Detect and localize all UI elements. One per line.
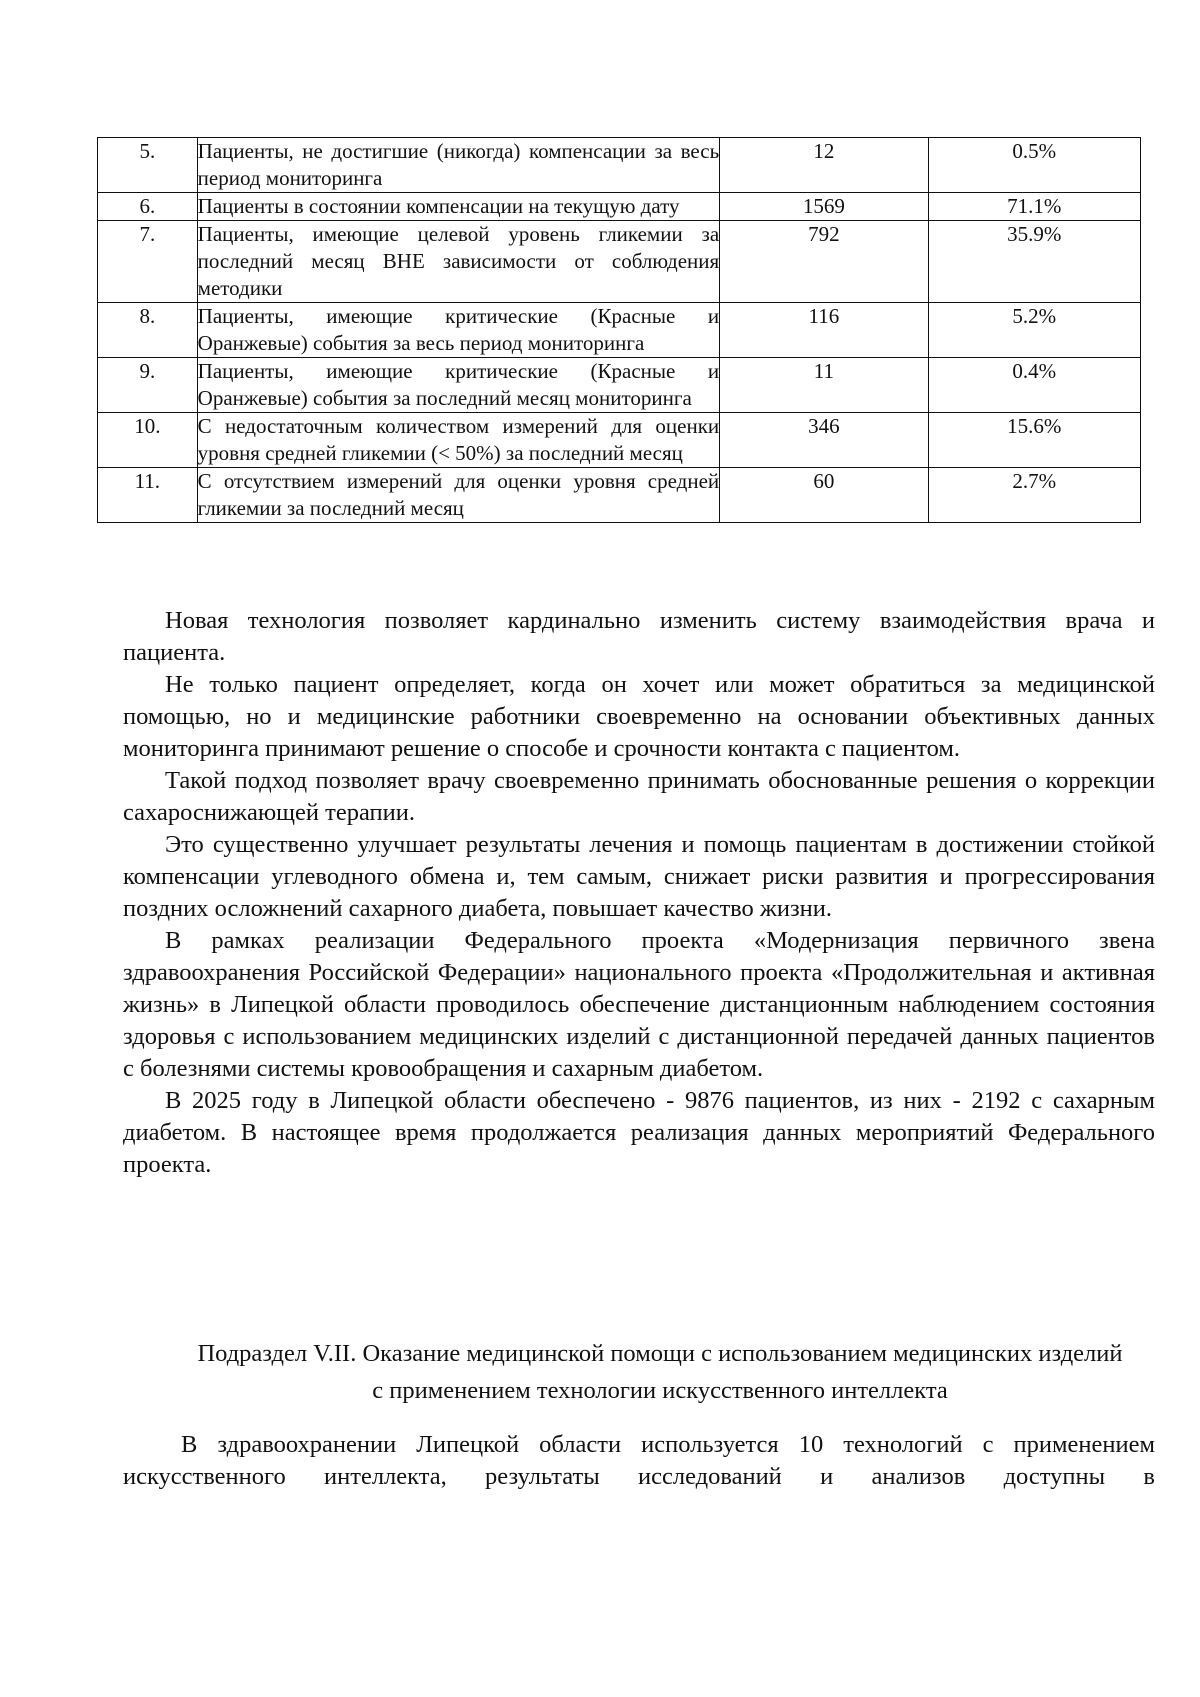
row-count: 1569 <box>720 193 928 221</box>
row-percent: 0.4% <box>928 358 1140 413</box>
row-number: 10. <box>98 413 198 468</box>
statistics-table <box>97 137 1141 523</box>
row-description: Пациенты, имеющие целевой уровень гликемии за последний месяц ВНЕ зависимости от соблюдения методики <box>197 221 720 303</box>
table-row <box>98 138 1141 193</box>
table-row <box>98 303 1141 358</box>
table-row <box>98 221 1141 303</box>
row-number: 11. <box>98 468 198 523</box>
paragraph: Новая технология позволяет кардинально изменить систему взаимодействия врача и пациента. <box>123 607 1155 666</box>
row-number: 9. <box>98 358 198 413</box>
row-percent: 15.6% <box>928 413 1140 468</box>
row-description: Пациенты в состоянии компенсации на текущую дату <box>197 193 720 221</box>
row-count: 11 <box>720 358 928 413</box>
row-number: 5. <box>98 138 198 193</box>
row-count: 60 <box>720 468 928 523</box>
row-percent: 2.7% <box>928 468 1140 523</box>
paragraph: В рамках реализации Федерального проекта «Модернизация первичного звена здравоохранения Российской Федерации» национального проекта «Продолжительная и активная жизнь» в Липецкой области проводилось обеспечение дистанционным наблюдением состояния здоровья с использованием медицинских изделий с дистанционной передачей данных пациентов с болезнями системы кровообращения и сахарным диабетом. <box>123 927 1155 1082</box>
row-description: Пациенты, не достигшие (никогда) компенсации за весь период мониторинга <box>197 138 720 193</box>
row-percent: 71.1% <box>928 193 1140 221</box>
row-description: Пациенты, имеющие критические (Красные и Оранжевые) события за последний месяц мониторинга <box>197 358 720 413</box>
table-row <box>98 193 1141 221</box>
table-row <box>98 468 1141 523</box>
row-percent: 5.2% <box>928 303 1140 358</box>
table-row <box>98 413 1141 468</box>
row-number: 6. <box>98 193 198 221</box>
table-row <box>98 358 1141 413</box>
row-count: 116 <box>720 303 928 358</box>
paragraph: В 2025 году в Липецкой области обеспечено - 9876 пациентов, из них - 2192 с сахарным диабетом. В настоящее время продолжается реализация данных мероприятий Федерального проекта. <box>123 1087 1155 1178</box>
row-number: 8. <box>98 303 198 358</box>
row-number: 7. <box>98 221 198 303</box>
body-text <box>123 605 1155 1181</box>
row-percent: 0.5% <box>928 138 1140 193</box>
row-description: С недостаточным количеством измерений для оценки уровня средней гликемии (< 50%) за последний месяц <box>197 413 720 468</box>
paragraph: Такой подход позволяет врачу своевременно принимать обоснованные решения о коррекции сахароснижающей терапии. <box>123 767 1155 826</box>
row-percent: 35.9% <box>928 221 1140 303</box>
row-count: 12 <box>720 138 928 193</box>
paragraph: Не только пациент определяет, когда он хочет или может обратиться за медицинской помощью, но и медицинские работники своевременно на основании объективных данных мониторинга принимают решение о способе и срочности контакта с пациентом. <box>123 671 1155 762</box>
paragraph: Это существенно улучшает результаты лечения и помощь пациентам в достижении стойкой компенсации углеводного обмена и, тем самым, снижает риски развития и прогрессирования поздних осложнений сахарного диабета, повышает качество жизни. <box>123 831 1155 922</box>
row-count: 346 <box>720 413 928 468</box>
row-description: С отсутствием измерений для оценки уровня средней гликемии за последний месяц <box>197 468 720 523</box>
row-count: 792 <box>720 221 928 303</box>
section-heading: Подраздел V.II. Оказание медицинской помощи с использованием медицинских изделий с применением технологии искусственного интеллекта <box>197 1340 1123 1404</box>
row-description: Пациенты, имеющие критические (Красные и Оранжевые) события за весь период мониторинга <box>197 303 720 358</box>
paragraph: В здравоохранении Липецкой области используется 10 технологий с применением искусственного интеллекта, результаты исследований и анализов доступны в <box>123 1431 1155 1490</box>
